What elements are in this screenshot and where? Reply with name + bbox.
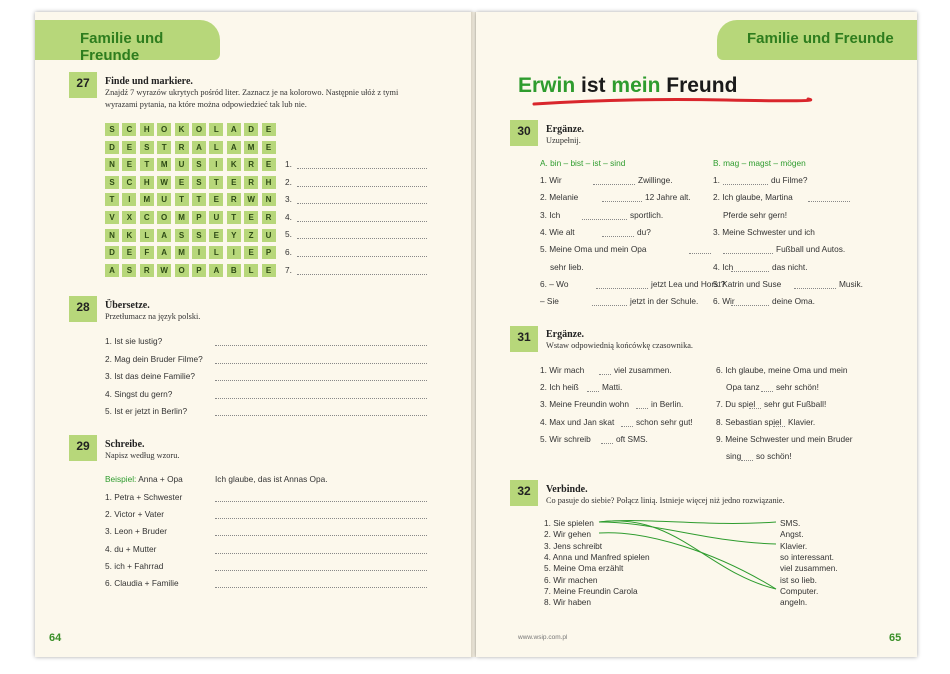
- exercise-28-item: 1. Ist sie lustig?: [105, 336, 163, 346]
- blank-line[interactable]: [215, 553, 427, 554]
- grid-cell[interactable]: E: [209, 193, 223, 206]
- grid-cell[interactable]: S: [105, 123, 119, 136]
- exercise-30-suffix: du Filme?: [771, 175, 808, 185]
- grid-cell[interactable]: L: [140, 229, 154, 242]
- blank-line[interactable]: [297, 203, 427, 204]
- grid-cell[interactable]: A: [157, 229, 171, 242]
- example-text: Anna + Opa: [138, 474, 183, 484]
- exercise-30-suffix: Zwillinge.: [638, 175, 673, 185]
- textbook-spread: [35, 12, 917, 657]
- blank-line[interactable]: [297, 256, 427, 257]
- exercise-30-suffix: Musik.: [839, 278, 863, 289]
- grid-cell[interactable]: E: [262, 264, 276, 277]
- grid-cell[interactable]: E: [175, 176, 189, 189]
- grid-cell[interactable]: I: [122, 193, 136, 206]
- exercise-29-item: 5. ich + Fahrrad: [105, 560, 164, 571]
- grid-row: [105, 141, 279, 159]
- grid-cell[interactable]: M: [244, 141, 258, 154]
- grid-cell[interactable]: E: [262, 158, 276, 171]
- grid-row: [105, 158, 279, 176]
- exercise-29-number: 29: [69, 435, 97, 461]
- exercise-31-title: Ergänze.: [546, 329, 585, 340]
- grid-cell[interactable]: O: [157, 123, 171, 136]
- blank-line[interactable]: [297, 274, 427, 275]
- grid-cell[interactable]: L: [209, 141, 223, 154]
- exercise-30-suffix: deine Oma.: [772, 296, 815, 307]
- match-right-item[interactable]: SMS.: [780, 518, 801, 528]
- grid-cell[interactable]: S: [105, 176, 119, 189]
- exercise-30-prefix: 4. Wie alt: [540, 226, 575, 237]
- exercise-30-suffix: du?: [637, 226, 651, 237]
- exercise-32-number: 32: [510, 480, 538, 506]
- exercise-30-prefix: 1.: [713, 175, 720, 185]
- left-header-title: Familie und Freunde: [80, 30, 164, 64]
- grid-cell[interactable]: L: [244, 264, 258, 277]
- exercise-30-colA-head: A. bin – bist – ist – sind: [540, 158, 626, 168]
- match-left-item[interactable]: 5. Meine Oma erzählt: [544, 563, 624, 574]
- grid-cell[interactable]: D: [105, 141, 119, 154]
- exercise-30-prefix: 2. Ich glaube, Martina: [713, 192, 793, 203]
- grid-cell[interactable]: I: [227, 246, 241, 259]
- exercise-30-prefix: 1. Wir: [540, 175, 562, 185]
- grid-cell[interactable]: R: [244, 158, 258, 171]
- grid-cell[interactable]: M: [175, 211, 189, 224]
- exercise-30-prefix: 3. Meine Schwester und ich: [713, 226, 815, 237]
- exercise-31-suffix: schon sehr gut!: [636, 416, 693, 427]
- title-word-2: ist: [581, 74, 606, 97]
- website-url: www.wsip.com.pl: [518, 634, 568, 641]
- grid-cell[interactable]: W: [157, 176, 171, 189]
- grid-cell[interactable]: T: [192, 193, 206, 206]
- grid-cell[interactable]: Y: [227, 229, 241, 242]
- grid-cell[interactable]: L: [209, 123, 223, 136]
- grid-cell[interactable]: N: [105, 229, 119, 242]
- grid-cell[interactable]: K: [175, 123, 189, 136]
- grid-cell[interactable]: M: [175, 246, 189, 259]
- grid-cell[interactable]: O: [192, 123, 206, 136]
- grid-cell[interactable]: Z: [244, 229, 258, 242]
- grid-cell[interactable]: R: [262, 211, 276, 224]
- exercise-29-title: Schreibe.: [105, 439, 145, 450]
- exercise-27-number: 27: [69, 72, 97, 98]
- exercise-31-suffix: viel zusammen.: [614, 365, 672, 375]
- exercise-29-example-answer: Ich glaube, das ist Annas Opa.: [215, 474, 328, 484]
- match-left-item[interactable]: 2. Wir gehen: [544, 529, 592, 540]
- exercise-30-suffix: sportlich.: [630, 209, 664, 220]
- grid-cell[interactable]: R: [244, 176, 258, 189]
- blank-line[interactable]: [215, 398, 427, 399]
- exercise-30-prefix: 6. – Wo: [540, 278, 569, 289]
- exercise-31-prefix: 7. Du spiel: [716, 399, 756, 410]
- blank-line[interactable]: [215, 363, 427, 364]
- right-header-title: Familie und Freunde: [747, 30, 894, 47]
- grid-cell[interactable]: R: [140, 264, 154, 277]
- exercise-28-item: 5. Ist er jetzt in Berlin?: [105, 406, 188, 416]
- exercise-31-instruction: Wstaw odpowiednią końcówkę czasownika.: [546, 341, 693, 350]
- grid-cell[interactable]: X: [122, 211, 136, 224]
- grid-cell[interactable]: T: [157, 141, 171, 154]
- exercise-28-item: 2. Mag dein Bruder Filme?: [105, 353, 203, 364]
- exercise-27-instruction-2: wyrazami pytania, na które można odpowiedzieć tak lub nie.: [105, 100, 307, 109]
- grid-row: [105, 211, 279, 229]
- blank-line[interactable]: [215, 535, 427, 536]
- grid-row: [105, 229, 279, 247]
- right-page: [476, 12, 917, 657]
- grid-cell[interactable]: P: [192, 264, 206, 277]
- grid-cell[interactable]: E: [262, 141, 276, 154]
- grid-cell[interactable]: C: [122, 123, 136, 136]
- grid-cell[interactable]: K: [227, 158, 241, 171]
- grid-cell[interactable]: E: [227, 176, 241, 189]
- exercise-30-prefix: sehr lieb.: [550, 261, 584, 272]
- grid-row: [105, 193, 279, 211]
- grid-cell[interactable]: D: [105, 246, 119, 259]
- exercise-30-prefix: 5. Meine Oma und mein Opa: [540, 244, 647, 255]
- grid-cell[interactable]: R: [175, 141, 189, 154]
- grid-cell[interactable]: I: [192, 246, 206, 259]
- grid-cell[interactable]: H: [140, 123, 154, 136]
- grid-cell[interactable]: R: [227, 193, 241, 206]
- grid-cell[interactable]: T: [105, 193, 119, 206]
- grid-cell[interactable]: A: [209, 264, 223, 277]
- exercise-31-prefix: 6. Ich glaube, meine Oma und mein: [716, 365, 848, 375]
- match-right-item[interactable]: so interessant.: [780, 551, 834, 562]
- grid-cell[interactable]: V: [105, 211, 119, 224]
- match-left-item[interactable]: 6. Wir machen: [544, 574, 598, 585]
- right-page-number: 65: [889, 632, 902, 644]
- grid-cell[interactable]: H: [262, 176, 276, 189]
- exercise-31-suffix: so schön!: [756, 451, 792, 461]
- exercise-30-prefix: 6. Wir: [713, 296, 735, 307]
- exercise-31-prefix: 4. Max und Jan skat: [540, 416, 615, 427]
- blank-line[interactable]: [297, 221, 427, 222]
- answer-label: 4.: [285, 211, 292, 222]
- grid-cell[interactable]: T: [209, 176, 223, 189]
- grid-cell[interactable]: D: [244, 123, 258, 136]
- grid-cell[interactable]: W: [244, 193, 258, 206]
- grid-cell[interactable]: A: [157, 246, 171, 259]
- grid-cell[interactable]: A: [227, 123, 241, 136]
- grid-cell[interactable]: E: [262, 123, 276, 136]
- answer-label: 1.: [285, 159, 292, 169]
- grid-cell[interactable]: B: [227, 264, 241, 277]
- blank-line[interactable]: [215, 380, 427, 381]
- title-word-3: mein: [611, 74, 661, 97]
- blank-line[interactable]: [215, 570, 427, 571]
- matching-lines: [476, 12, 917, 657]
- grid-cell[interactable]: M: [140, 193, 154, 206]
- exercise-30-prefix: Pferde sehr gern!: [723, 209, 788, 220]
- exercise-30-suffix: Fußball und Autos.: [776, 244, 846, 255]
- exercise-30-prefix: – Sie: [540, 296, 559, 307]
- exercise-31-prefix: 8. Sebastian spiel: [716, 416, 782, 427]
- example-label: Beispiel:: [105, 474, 137, 484]
- exercise-28-title: Übersetze.: [105, 300, 150, 311]
- exercise-31-prefix: Opa tanz: [726, 382, 760, 393]
- grid-cell[interactable]: T: [175, 193, 189, 206]
- grid-cell[interactable]: S: [192, 229, 206, 242]
- grid-row: [105, 123, 279, 141]
- exercise-32-instruction: Co pasuje do siebie? Połącz linią. Istnieje więcej niż jedno rozwiązanie.: [546, 496, 785, 505]
- exercise-31-suffix: in Berlin.: [651, 399, 684, 410]
- grid-cell[interactable]: S: [122, 264, 136, 277]
- grid-cell[interactable]: P: [192, 211, 206, 224]
- exercise-29-example: [105, 474, 183, 484]
- exercise-28-instruction: Przetłumacz na język polski.: [105, 312, 201, 321]
- grid-cell[interactable]: S: [192, 176, 206, 189]
- exercise-28-number: 28: [69, 296, 97, 322]
- match-left-item[interactable]: 3. Jens schreibt: [544, 540, 603, 551]
- grid-row: [105, 246, 279, 264]
- exercise-29-item: 4. du + Mutter: [105, 543, 157, 554]
- grid-cell[interactable]: O: [175, 264, 189, 277]
- grid-row: [105, 264, 279, 282]
- grid-cell[interactable]: S: [192, 158, 206, 171]
- grid-cell[interactable]: C: [122, 176, 136, 189]
- exercise-31-suffix: Matti.: [602, 382, 623, 393]
- exercise-31-suffix: Klavier.: [788, 416, 816, 427]
- grid-cell[interactable]: U: [262, 229, 276, 242]
- answer-label: 2.: [285, 176, 292, 187]
- exercise-30-title: Ergänze.: [546, 124, 585, 135]
- exercise-30-suffix: jetzt in der Schule.: [630, 296, 699, 307]
- exercise-29-item: 6. Claudia + Familie: [105, 578, 179, 588]
- grid-cell[interactable]: C: [140, 211, 154, 224]
- answer-label: 5.: [285, 229, 292, 240]
- exercise-30-prefix: 3. Ich: [540, 209, 561, 220]
- exercise-31-prefix: sing: [726, 451, 742, 461]
- grid-cell[interactable]: I: [209, 158, 223, 171]
- exercise-29-instruction: Napisz według wzoru.: [105, 451, 180, 460]
- grid-cell[interactable]: K: [122, 229, 136, 242]
- grid-cell[interactable]: A: [105, 264, 119, 277]
- blank-line[interactable]: [215, 501, 427, 502]
- title-word-1: Erwin: [518, 74, 576, 97]
- exercise-31-suffix: sehr schön!: [776, 382, 819, 393]
- grid-cell[interactable]: N: [105, 158, 119, 171]
- blank-line[interactable]: [297, 186, 427, 187]
- exercise-27-instruction-1: Znajdź 7 wyrazów ukrytych pośród liter. Zaznacz je na kolorowo. Następnie ułóż z tymi: [105, 88, 399, 97]
- match-right-item[interactable]: Computer.: [780, 585, 819, 596]
- grid-cell[interactable]: E: [244, 246, 258, 259]
- exercise-31-suffix: sehr gut Fußball!: [764, 399, 827, 410]
- grid-cell[interactable]: A: [192, 141, 206, 154]
- exercise-31-prefix: 5. Wir schreib: [540, 433, 591, 444]
- grid-cell[interactable]: E: [209, 229, 223, 242]
- match-right-item[interactable]: viel zusammen.: [780, 563, 838, 574]
- exercise-31-prefix: 9. Meine Schwester und mein Bruder: [716, 433, 853, 444]
- grid-cell[interactable]: E: [122, 141, 136, 154]
- exercise-29-item: 3. Leon + Bruder: [105, 526, 168, 537]
- exercise-29-item: 2. Victor + Vater: [105, 509, 164, 520]
- match-right-item[interactable]: Klavier.: [780, 540, 808, 551]
- exercise-31-prefix: 3. Meine Freundin wohn: [540, 399, 630, 410]
- match-right-item[interactable]: angeln.: [780, 597, 808, 608]
- exercise-30-prefix: 2. Melanie: [540, 192, 579, 203]
- match-left-item[interactable]: 7. Meine Freundin Carola: [544, 585, 638, 596]
- blank-line[interactable]: [215, 415, 427, 416]
- exercise-31-number: 31: [510, 326, 538, 352]
- grid-row: [105, 176, 279, 194]
- left-page: [35, 12, 473, 657]
- grid-cell[interactable]: U: [175, 158, 189, 171]
- exercise-30-suffix: das nicht.: [772, 261, 808, 272]
- grid-cell[interactable]: S: [175, 229, 189, 242]
- grid-cell[interactable]: E: [244, 211, 258, 224]
- grid-cell[interactable]: M: [157, 158, 171, 171]
- exercise-32-title: Verbinde.: [546, 484, 588, 495]
- grid-cell[interactable]: L: [209, 246, 223, 259]
- grid-cell[interactable]: A: [227, 141, 241, 154]
- blank-line[interactable]: [215, 518, 427, 519]
- exercise-30-prefix: 4. Ich: [713, 261, 734, 272]
- grid-cell[interactable]: E: [122, 246, 136, 259]
- exercise-30-suffix: jetzt Lea und Horst?: [651, 278, 726, 289]
- exercise-29-item: 1. Petra + Schwester: [105, 492, 183, 502]
- exercise-30-colB-head: B. mag – magst – mögen: [713, 158, 806, 168]
- blank-line[interactable]: [297, 168, 427, 169]
- exercise-31-suffix: oft SMS.: [616, 433, 648, 444]
- blank-line[interactable]: [215, 345, 427, 346]
- grid-cell[interactable]: H: [140, 176, 154, 189]
- grid-cell[interactable]: S: [140, 141, 154, 154]
- answer-label: 3.: [285, 194, 292, 205]
- exercise-31-prefix: 1. Wir mach: [540, 365, 585, 375]
- exercise-28-item: 4. Singst du gern?: [105, 388, 173, 399]
- match-left-item[interactable]: 4. Anna und Manfred spielen: [544, 551, 650, 562]
- blank-line[interactable]: [297, 238, 427, 239]
- match-left-item[interactable]: 1. Sie spielen: [544, 518, 594, 528]
- match-left-item[interactable]: 8. Wir haben: [544, 597, 592, 608]
- match-right-item[interactable]: ist so lieb.: [780, 574, 817, 585]
- grid-cell[interactable]: U: [209, 211, 223, 224]
- left-header-band: [35, 20, 220, 64]
- exercise-27-title: Finde und markiere.: [105, 76, 193, 87]
- grid-cell[interactable]: F: [140, 246, 154, 259]
- exercise-28-item: 3. Ist das deine Familie?: [105, 371, 195, 381]
- exercise-30-suffix: 12 Jahre alt.: [645, 192, 691, 203]
- answer-label: 6.: [285, 247, 292, 257]
- grid-cell[interactable]: U: [157, 193, 171, 206]
- blank-line[interactable]: [215, 587, 427, 588]
- grid-cell[interactable]: T: [140, 158, 154, 171]
- grid-cell[interactable]: E: [122, 158, 136, 171]
- match-right-item[interactable]: Angst.: [780, 529, 804, 540]
- word-search-grid[interactable]: [105, 123, 279, 281]
- grid-cell[interactable]: T: [227, 211, 241, 224]
- answer-label: 7.: [285, 264, 292, 275]
- exercise-31-prefix: 2. Ich heiß: [540, 382, 579, 393]
- grid-cell[interactable]: P: [262, 246, 276, 259]
- title-word-4: Freund: [666, 74, 738, 97]
- exercise-30-number: 30: [510, 120, 538, 146]
- left-page-number: 64: [49, 632, 62, 644]
- exercise-30-instruction: Uzupełnij.: [546, 136, 581, 145]
- grid-cell[interactable]: W: [157, 264, 171, 277]
- grid-cell[interactable]: N: [262, 193, 276, 206]
- grid-cell[interactable]: O: [157, 211, 171, 224]
- exercise-30-prefix: 5. Katrin und Suse: [713, 278, 782, 289]
